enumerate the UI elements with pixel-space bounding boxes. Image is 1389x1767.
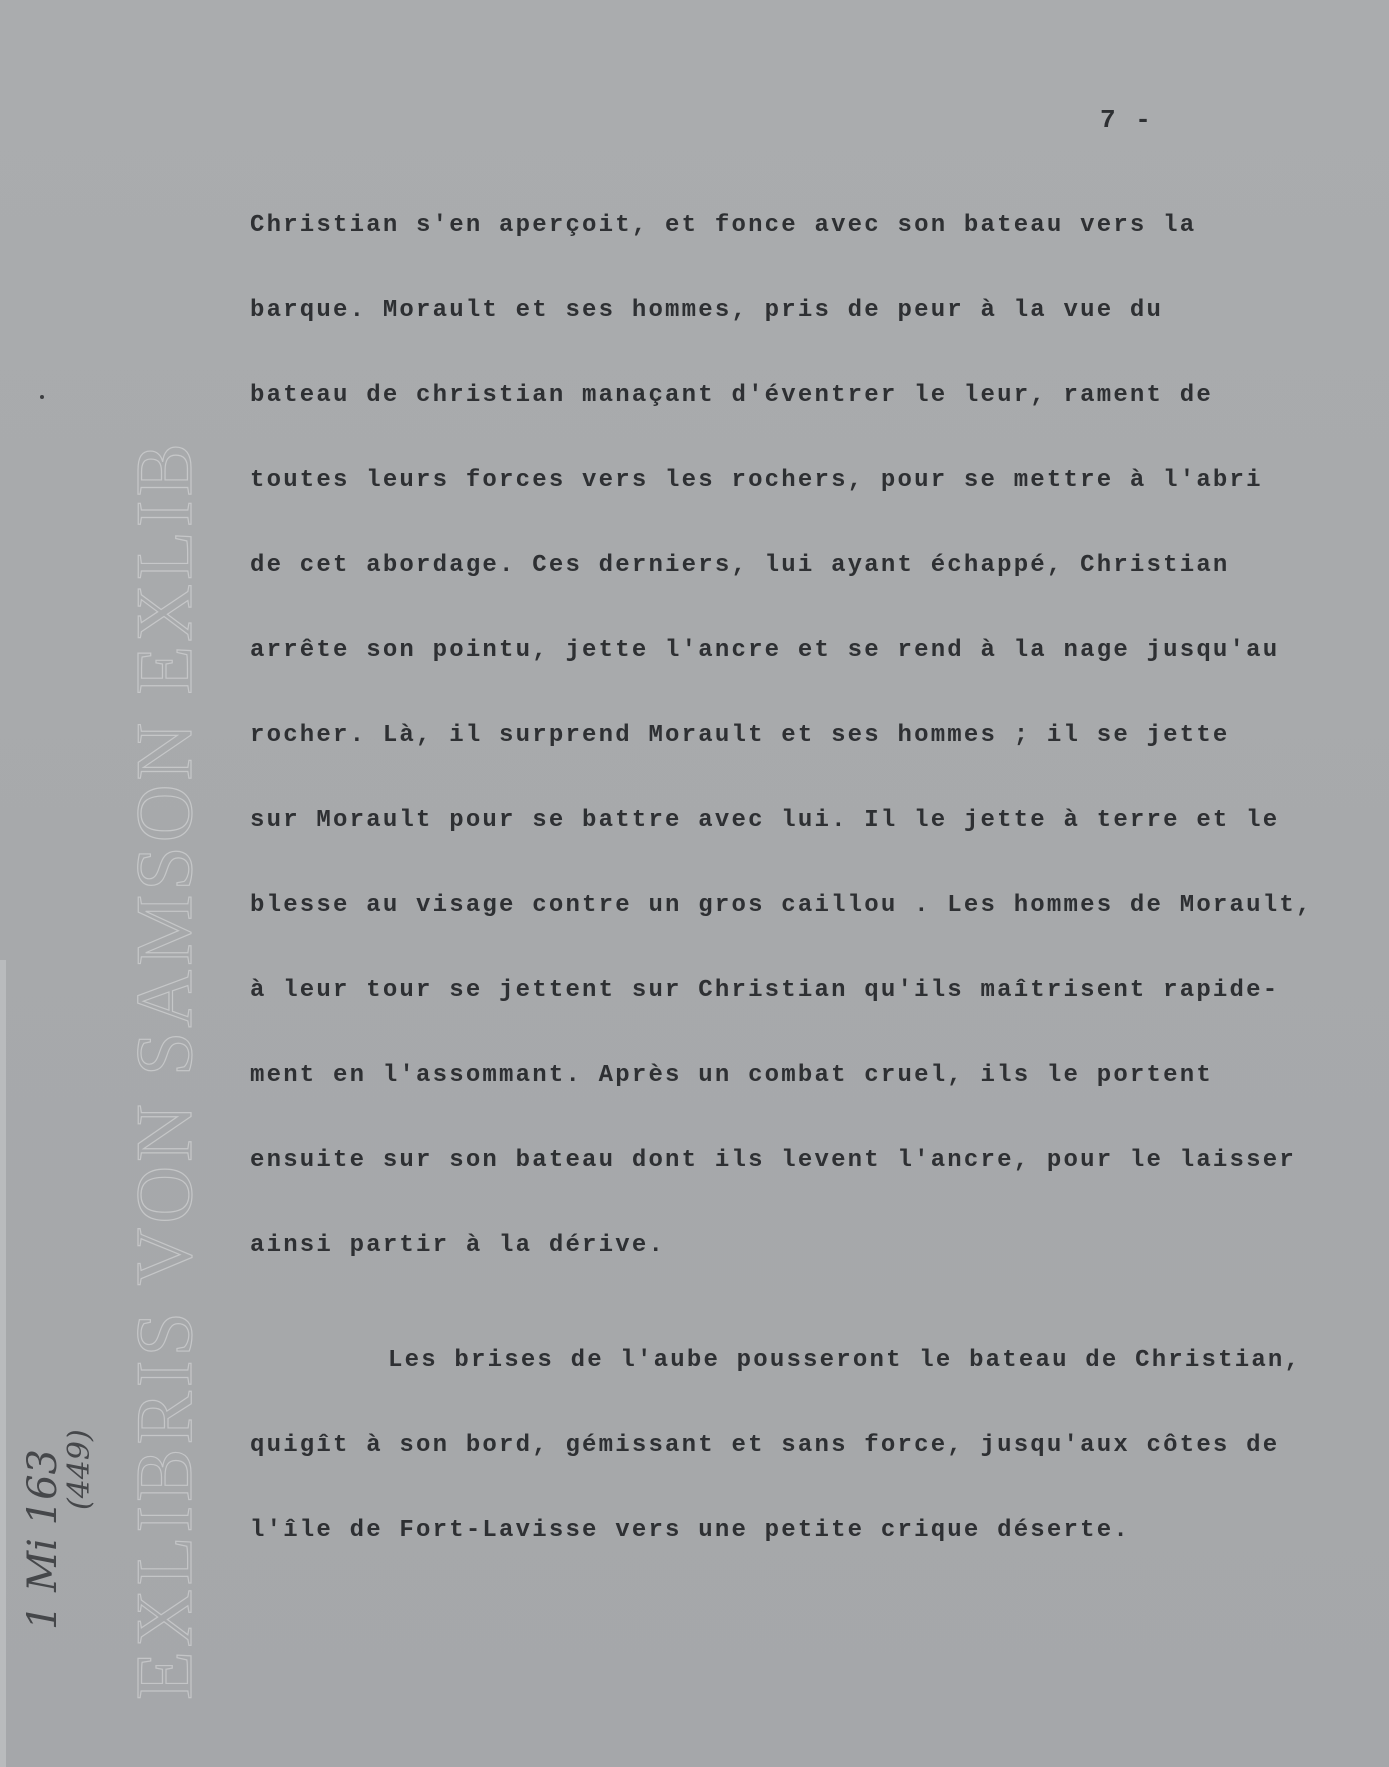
paragraph-1 (250, 212, 1360, 1317)
text-line: toutes leurs forces vers les rochers, pour se mettre à l'abri (250, 467, 1263, 494)
text-line: à leur tour se jettent sur Christian qu'ils maîtrisent rapide- (250, 977, 1280, 1004)
text-line: sur Morault pour se battre avec lui. Il le jette à terre et le (250, 807, 1280, 834)
paragraph-gap (250, 1317, 1360, 1347)
page-number: 7 - (1100, 105, 1153, 135)
text-line: ainsi partir à la dérive. (250, 1232, 666, 1259)
text-line: ment en l'assommant. Après un combat cruel, ils le portent (250, 1062, 1213, 1089)
typed-text (250, 212, 1360, 1602)
text-line: l'île de Fort-Lavisse vers une petite crique déserte. (250, 1517, 1130, 1544)
text-line: arrête son pointu, jette l'ancre et se rend à la nage jusqu'au (250, 637, 1280, 664)
text-line: rocher. Là, il surprend Morault et ses hommes ; il se jette (250, 722, 1230, 749)
text-line: Les brises de l'aube pousseront le bateau de Christian, (388, 1347, 1302, 1374)
text-line: de cet abordage. Ces derniers, lui ayant échappé, Christian (250, 552, 1230, 579)
watermark: EXLIBRIS VON SAMSON EXLIB (121, 439, 209, 1700)
paragraph-2 (250, 1347, 1360, 1602)
ink-dot (40, 395, 44, 399)
text-line: barque. Morault et ses hommes, pris de peur à la vue du (250, 297, 1164, 324)
text-line: Christian s'en aperçoit, et fonce avec son bateau vers la (250, 212, 1197, 239)
archive-number: (449) (62, 1429, 97, 1510)
page-edge (0, 960, 6, 1767)
text-line: blesse au visage contre un gros caillou . Les hommes de Morault, (250, 892, 1313, 919)
archive-annotation (20, 1429, 97, 1630)
text-line: bateau de christian manaçant d'éventrer le leur, rament de (250, 382, 1213, 409)
text-line: ensuite sur son bateau dont ils levent l'ancre, pour le laisser (250, 1147, 1296, 1174)
archive-reference: 1 Mi 163 (20, 1449, 66, 1630)
text-line: quigît à son bord, gémissant et sans force, jusqu'aux côtes de (250, 1432, 1280, 1459)
